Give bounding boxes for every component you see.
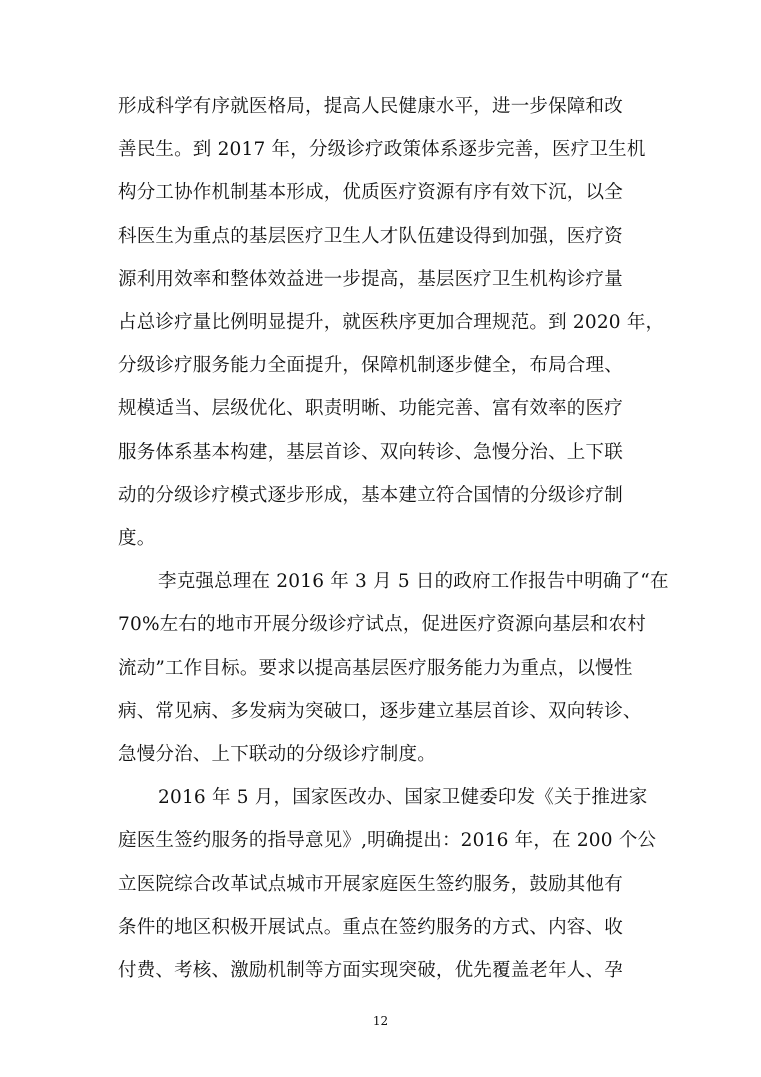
paragraph-2-line-1: 李克强总理在 2016 年 3 月 5 日的政府工作报告中明确了“在 [158,571,669,593]
paragraph-3-line-2: 庭医生签约服务的指导意见》,明确提出：2016 年，在 200 个公 [118,830,657,852]
paragraph-3-line-3: 立医院综合改革试点城市开展家庭医生签约服务，鼓励其他有 [118,873,623,895]
paragraph-1-line-6: 占总诊疗量比例明显提升，就医秩序更加合理规范。到 2020 年， [118,312,665,333]
paragraph-1-line-2: 善民生。到 2017 年，分级诊疗政策体系逐步完善，医疗卫生机 [118,139,646,161]
paragraph-1-line-7: 分级诊疗服务能力全面提升，保障机制逐步健全，布局合理、 [118,355,623,377]
paragraph-1-line-1: 形成科学有序就医格局，提高人民健康水平，进一步保障和改 [118,96,623,117]
paragraph-3-line-5: 付费、考核、激励机制等方面实现突破，优先覆盖老年人、孕 [118,960,623,981]
paragraph-2-line-2: 70%左右的地市开展分级诊疗试点，促进医疗资源向基层和农村 [118,614,646,636]
paragraph-3-line-4: 条件的地区积极开展试点。重点在签约服务的方式、内容、收 [118,916,623,938]
paragraph-1-line-5: 源利用效率和整体效益进一步提高，基层医疗卫生机构诊疗量 [118,268,623,290]
page-number: 12 [372,1014,389,1028]
paragraph-1-line-10: 动的分级诊疗模式逐步形成，基本建立符合国情的分级诊疗制 [118,484,623,506]
paragraph-1-line-3: 构分工协作机制基本形成，优质医疗资源有序有效下沉，以全 [118,182,623,204]
paragraph-1-line-9: 服务体系基本构建，基层首诊、双向转诊、急慢分治、上下联 [118,441,623,463]
paragraph-1-line-4: 科医生为重点的基层医疗卫生人才队伍建设得到加强，医疗资 [118,225,623,247]
paragraph-1-line-8: 规模适当、层级优化、职责明晰、功能完善、富有效率的医疗 [118,398,623,420]
paragraph-2-line-5: 急慢分治、上下联动的分级诊疗制度。 [118,744,436,765]
paragraph-3-line-1: 2016 年 5 月，国家医改办、国家卫健委印发《关于推进家 [158,787,648,809]
paragraph-1-line-11: 度。 [118,528,156,549]
paragraph-2-line-3: 流动”工作目标。要求以提高基层医疗服务能力为重点，以慢性 [118,657,633,679]
paragraph-2-line-4: 病、常见病、多发病为突破口，逐步建立基层首诊、双向转诊、 [118,700,642,722]
